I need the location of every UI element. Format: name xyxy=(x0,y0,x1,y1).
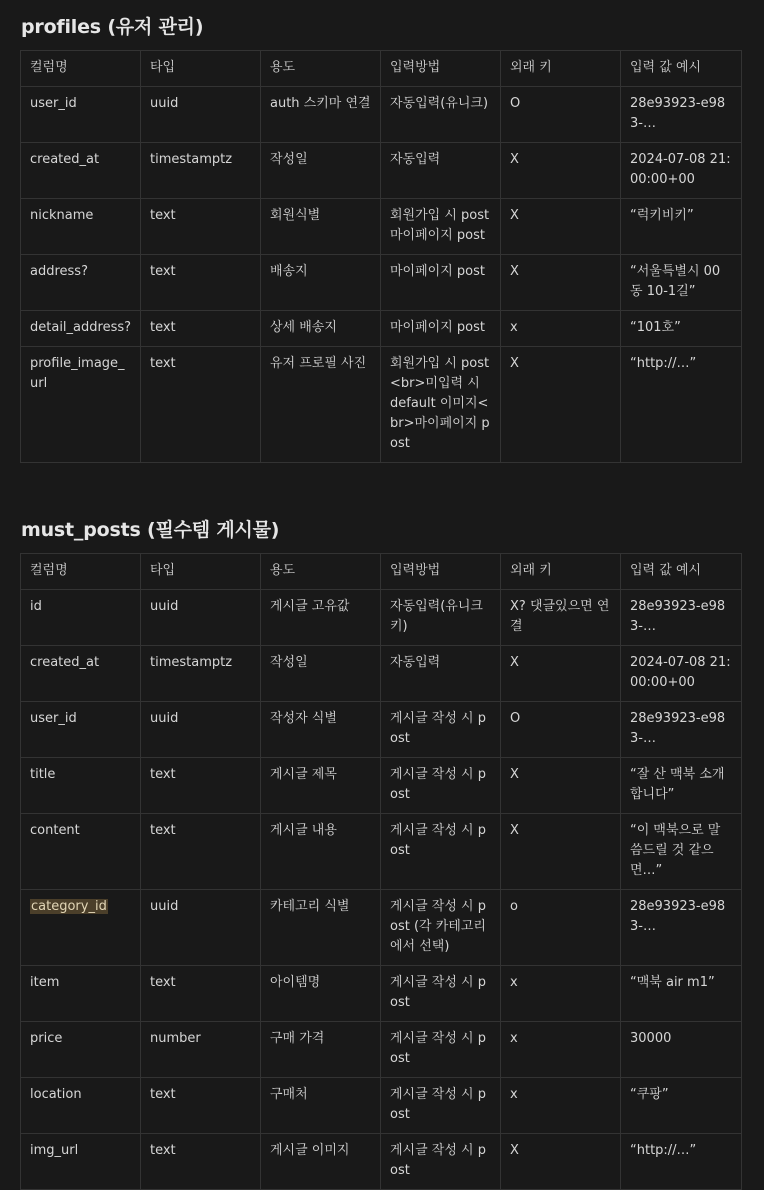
cell-input-method: 회원가입 시 post 마이페이지 post xyxy=(381,199,501,255)
cell-example-value: 30000 xyxy=(621,1022,742,1078)
cell-type: uuid xyxy=(141,702,261,758)
cell-type: text xyxy=(141,966,261,1022)
cell-input-method: 자동입력 xyxy=(381,143,501,199)
cell-example-value: “쿠팡” xyxy=(621,1078,742,1134)
table-row xyxy=(21,1134,742,1190)
table-body xyxy=(21,590,742,1190)
cell-foreign-key: X xyxy=(501,199,621,255)
cell-type: text xyxy=(141,758,261,814)
table-row xyxy=(21,1022,742,1078)
cell-foreign-key: O xyxy=(501,702,621,758)
table-row xyxy=(21,199,742,255)
table-row xyxy=(21,143,742,199)
cell-purpose: 유저 프로필 사진 xyxy=(261,347,381,463)
must-posts-table xyxy=(20,553,742,1190)
cell-input-method: 자동입력(유니크키) xyxy=(381,590,501,646)
cell-type: text xyxy=(141,255,261,311)
cell-example-value: 2024-07-08 21:00:00+00 xyxy=(621,646,742,702)
cell-foreign-key: X xyxy=(501,1134,621,1190)
cell-column-name: price xyxy=(21,1022,141,1078)
cell-example-value: “럭키비키” xyxy=(621,199,742,255)
header-purpose: 용도 xyxy=(261,554,381,590)
header-column-name: 컬럼명 xyxy=(21,554,141,590)
cell-input-method: 게시글 작성 시 post xyxy=(381,966,501,1022)
cell-example-value: 28e93923-e983-… xyxy=(621,87,742,143)
cell-example-value: “101호” xyxy=(621,311,742,347)
table-row xyxy=(21,814,742,890)
table-row xyxy=(21,646,742,702)
cell-type: text xyxy=(141,814,261,890)
cell-type: timestamptz xyxy=(141,143,261,199)
table-row xyxy=(21,255,742,311)
cell-column-name: user_id xyxy=(21,87,141,143)
cell-type: text xyxy=(141,347,261,463)
cell-type: uuid xyxy=(141,890,261,966)
table-row xyxy=(21,311,742,347)
cell-column-name: location xyxy=(21,1078,141,1134)
cell-purpose: 작성자 식별 xyxy=(261,702,381,758)
cell-example-value: 28e93923-e983-… xyxy=(621,590,742,646)
cell-input-method: 자동입력(유니크) xyxy=(381,87,501,143)
cell-input-method: 게시글 작성 시 post xyxy=(381,814,501,890)
cell-type: text xyxy=(141,199,261,255)
cell-foreign-key: x xyxy=(501,966,621,1022)
cell-column-name: content xyxy=(21,814,141,890)
cell-purpose: 게시글 이미지 xyxy=(261,1134,381,1190)
table-row xyxy=(21,702,742,758)
cell-purpose: 회원식별 xyxy=(261,199,381,255)
cell-input-method: 게시글 작성 시 post xyxy=(381,1078,501,1134)
cell-purpose: 구매 가격 xyxy=(261,1022,381,1078)
table-body xyxy=(21,87,742,463)
table-header-row xyxy=(21,51,742,87)
cell-input-method: 마이페이지 post xyxy=(381,255,501,311)
cell-type: timestamptz xyxy=(141,646,261,702)
cell-foreign-key: x xyxy=(501,1078,621,1134)
cell-column-name xyxy=(21,890,141,966)
highlighted-text: category_id xyxy=(31,899,107,914)
cell-example-value: “잘 산 맥북 소개합니다” xyxy=(621,758,742,814)
cell-foreign-key: X xyxy=(501,758,621,814)
header-foreign-key: 외래 키 xyxy=(501,554,621,590)
cell-foreign-key: x xyxy=(501,1022,621,1078)
header-foreign-key: 외래 키 xyxy=(501,51,621,87)
cell-example-value: 28e93923-e983-… xyxy=(621,702,742,758)
cell-input-method: 게시글 작성 시 post xyxy=(381,1022,501,1078)
cell-purpose: 게시글 내용 xyxy=(261,814,381,890)
section-title-profiles: profiles (유저 관리) xyxy=(21,16,204,38)
cell-column-name: nickname xyxy=(21,199,141,255)
table-row xyxy=(21,1078,742,1134)
cell-type: uuid xyxy=(141,590,261,646)
cell-foreign-key: X xyxy=(501,255,621,311)
cell-example-value: “이 맥북으로 말씀드릴 것 같으면…” xyxy=(621,814,742,890)
table-row xyxy=(21,347,742,463)
table-row xyxy=(21,890,742,966)
cell-foreign-key: x xyxy=(501,311,621,347)
cell-foreign-key: O xyxy=(501,87,621,143)
cell-type: number xyxy=(141,1022,261,1078)
table-header-row xyxy=(21,554,742,590)
cell-foreign-key: o xyxy=(501,890,621,966)
cell-column-name: created_at xyxy=(21,646,141,702)
cell-purpose: 카테고리 식별 xyxy=(261,890,381,966)
cell-column-name: user_id xyxy=(21,702,141,758)
cell-purpose: 배송지 xyxy=(261,255,381,311)
table-row xyxy=(21,87,742,143)
cell-type: text xyxy=(141,1134,261,1190)
cell-input-method: 게시글 작성 시 post xyxy=(381,758,501,814)
cell-foreign-key: X xyxy=(501,646,621,702)
cell-example-value: “http://…” xyxy=(621,347,742,463)
cell-purpose: 상세 배송지 xyxy=(261,311,381,347)
header-input-method: 입력방법 xyxy=(381,51,501,87)
header-type: 타입 xyxy=(141,51,261,87)
table-row xyxy=(21,966,742,1022)
profiles-table xyxy=(20,50,742,463)
cell-purpose: 작성일 xyxy=(261,646,381,702)
cell-foreign-key: X xyxy=(501,347,621,463)
cell-purpose: 구매처 xyxy=(261,1078,381,1134)
cell-input-method: 마이페이지 post xyxy=(381,311,501,347)
cell-type: uuid xyxy=(141,87,261,143)
header-example-value: 입력 값 예시 xyxy=(621,554,742,590)
cell-purpose: 아이템명 xyxy=(261,966,381,1022)
cell-purpose: auth 스키마 연결 xyxy=(261,87,381,143)
header-example-value: 입력 값 예시 xyxy=(621,51,742,87)
cell-example-value: “맥북 air m1” xyxy=(621,966,742,1022)
cell-foreign-key: X xyxy=(501,814,621,890)
section-title-must-posts: must_posts (필수템 게시물) xyxy=(21,519,280,541)
cell-column-name: id xyxy=(21,590,141,646)
cell-column-name: address? xyxy=(21,255,141,311)
cell-column-name: created_at xyxy=(21,143,141,199)
cell-purpose: 작성일 xyxy=(261,143,381,199)
cell-column-name: item xyxy=(21,966,141,1022)
cell-purpose: 게시글 제목 xyxy=(261,758,381,814)
cell-column-name: profile_image_url xyxy=(21,347,141,463)
cell-example-value: “서울특별시 00동 10-1길” xyxy=(621,255,742,311)
cell-example-value: “http://…” xyxy=(621,1134,742,1190)
cell-input-method: 게시글 작성 시 post xyxy=(381,1134,501,1190)
header-purpose: 용도 xyxy=(261,51,381,87)
cell-foreign-key: X? 댓글있으면 연결 xyxy=(501,590,621,646)
table-row xyxy=(21,590,742,646)
cell-input-method: 자동입력 xyxy=(381,646,501,702)
cell-purpose: 게시글 고유값 xyxy=(261,590,381,646)
cell-column-name: title xyxy=(21,758,141,814)
cell-input-method: 게시글 작성 시 post (각 카테고리에서 선택) xyxy=(381,890,501,966)
cell-type: text xyxy=(141,311,261,347)
cell-example-value: 28e93923-e983-… xyxy=(621,890,742,966)
table-row xyxy=(21,758,742,814)
cell-input-method: 회원가입 시 post<br>미입력 시 default 이미지<br>마이페이지 post xyxy=(381,347,501,463)
header-column-name: 컬럼명 xyxy=(21,51,141,87)
cell-column-name: img_url xyxy=(21,1134,141,1190)
cell-type: text xyxy=(141,1078,261,1134)
cell-foreign-key: X xyxy=(501,143,621,199)
header-type: 타입 xyxy=(141,554,261,590)
cell-example-value: 2024-07-08 21:00:00+00 xyxy=(621,143,742,199)
cell-input-method: 게시글 작성 시 post xyxy=(381,702,501,758)
header-input-method: 입력방법 xyxy=(381,554,501,590)
cell-column-name: detail_address? xyxy=(21,311,141,347)
